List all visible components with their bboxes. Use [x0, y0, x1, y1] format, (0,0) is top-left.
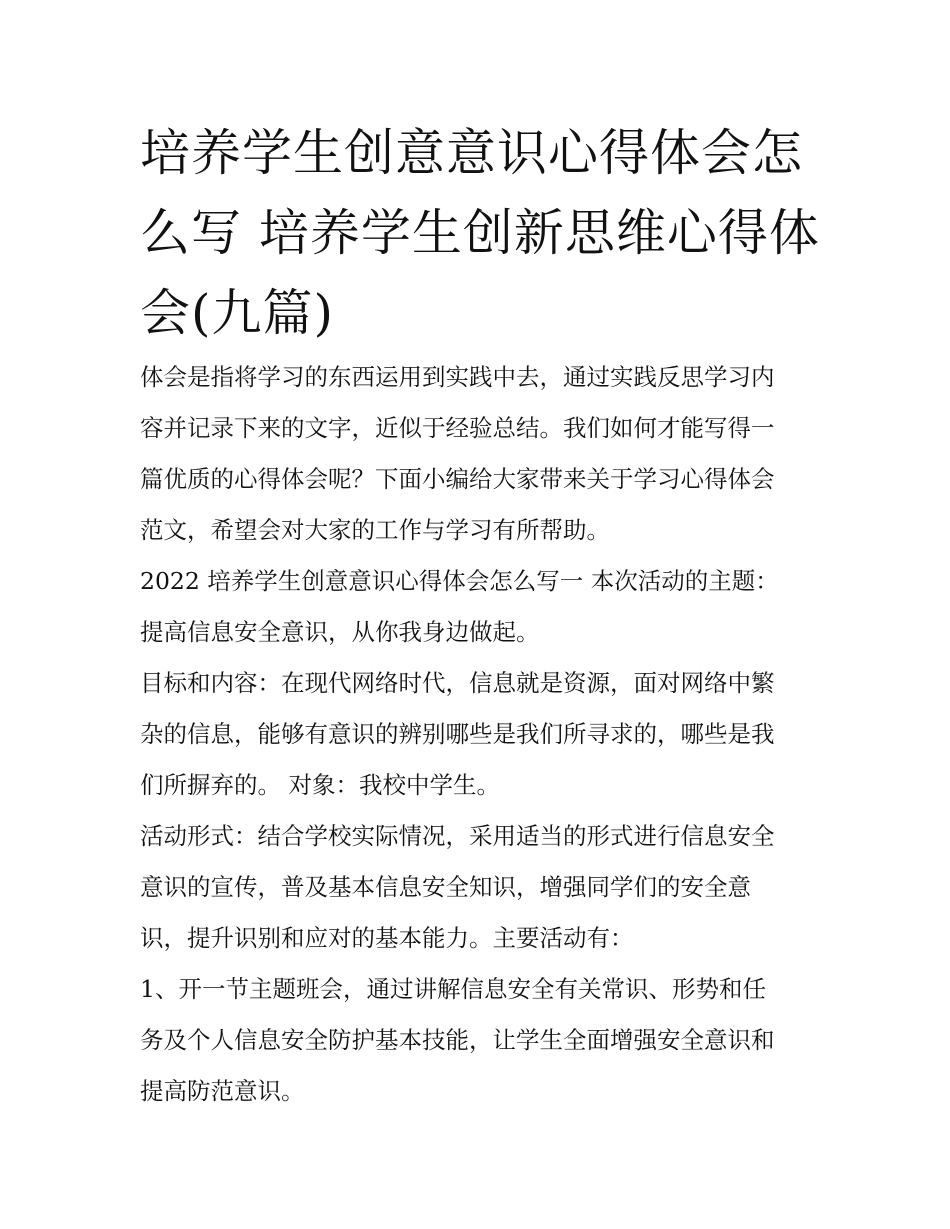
text-line: 体会是指将学习的东西运用到实践中去，通过实践反思学习内	[140, 363, 775, 391]
text-line: 意识的宣传，普及基本信息安全知识，增强同学们的安全意	[140, 873, 751, 901]
text-line: 1、开一节主题班会，通过讲解信息安全有关常识、形势和任	[140, 975, 766, 1003]
paragraph-item-1	[140, 964, 820, 1117]
text-line: 范文，希望会对大家的工作与学习有所帮助。	[140, 516, 610, 544]
title-line: 么写 培养学生创新思维心得体	[140, 204, 820, 262]
text-line: 提高信息安全意识，从你我身边做起。	[140, 618, 540, 646]
text-line: 杂的信息，能够有意识的辨别哪些是我们所寻求的，哪些是我	[140, 720, 775, 748]
text-line: 篇优质的心得体会呢？下面小编给大家带来关于学习心得体会	[140, 465, 775, 493]
text-line: 识，提升识别和应对的基本能力。主要活动有：	[140, 924, 634, 952]
text-line: 容并记录下来的文字，近似于经验总结。我们如何才能写得一	[140, 414, 775, 442]
text-line: 目标和内容：在现代网络时代，信息就是资源，面对网络中繁	[140, 669, 775, 697]
document-title	[140, 113, 820, 353]
paragraph-activity-theme	[140, 556, 820, 658]
text-line: 2022 培养学生创意意识心得体会怎么写一 本次活动的主题：	[140, 567, 779, 595]
text-line: 提高防范意识。	[140, 1077, 305, 1105]
paragraph-activity-form	[140, 811, 820, 964]
paragraph-intro	[140, 352, 820, 556]
text-line: 们所摒弃的。 对象：我校中学生。	[140, 771, 500, 799]
text-line: 活动形式：结合学校实际情况，采用适当的形式进行信息安全	[140, 822, 775, 850]
document-body	[140, 352, 820, 1117]
paragraph-goals	[140, 658, 820, 811]
title-line: 会(九篇)	[140, 284, 335, 342]
text-line: 务及个人信息安全防护基本技能，让学生全面增强安全意识和	[140, 1026, 775, 1054]
title-line: 培养学生创意意识心得体会怎	[140, 124, 803, 182]
